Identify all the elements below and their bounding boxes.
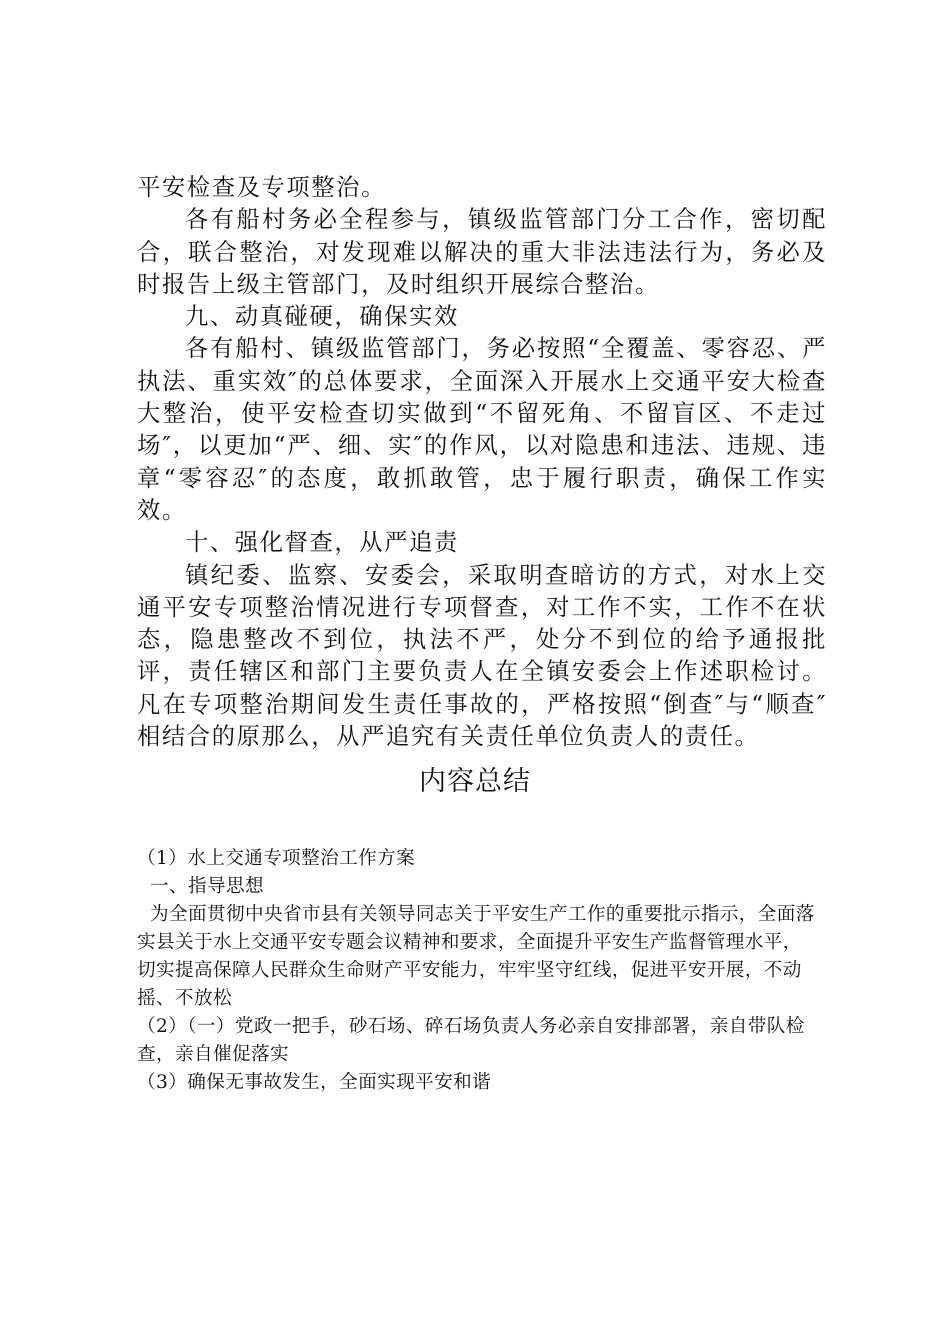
paragraph-cooperation: 各有船村务必全程参与，镇级监管部门分工合作，密切配合，联合整治，对发现难以解决的重大非法违法行为，务必及时报告上级主管部门，及时组织开展综合整治。 xyxy=(137,206,827,298)
summary-section xyxy=(137,845,817,1097)
summary-item-guiding-text: 为全面贯彻中央省市县有关领导同志关于平安生产工作的重要批示指示，全面落实县关于水上交通平安专题会议精神和要求，全面提升平安生产监督管理水平，切实提高保障人民群众生命财产平安能力，牢牢坚守红线，促进平安开展，不动摇、不放松 xyxy=(137,904,815,1009)
summary-item-1: （1）水上交通专项整治工作方案 xyxy=(137,848,416,869)
section-heading-ten: 十、强化督查，从严追责 xyxy=(185,529,459,557)
summary-heading-guiding: 一、指导思想 xyxy=(150,876,264,897)
section-heading-nine: 九、动真碰硬，确保实效 xyxy=(185,303,459,331)
summary-title: 内容总结 xyxy=(419,766,531,797)
document-body xyxy=(137,172,827,753)
paragraph-supervision: 镇纪委、监察、安委会，采取明查暗访的方式，对水上交通平安专项整治情况进行专项督查，对工作不实，工作不在状态，隐患整改不到位，执法不严，处分不到位的给予通报批评，责任辖区和部门主要负责人在全镇安委会上作述职检讨。凡在专项整治期间发生责任事故的，严格按照“倒查″与“顺查″相结合的原那么，从严追究有关责任单位负责人的责任。 xyxy=(137,561,827,751)
summary-item-2: （2）（一）党政一把手，砂石场、碎石场负责人务必亲自安排部署，亲自带队检查，亲自催促落实 xyxy=(137,1016,805,1065)
summary-item-3: （3）确保无事故发生，全面实现平安和谐 xyxy=(137,1072,492,1093)
paragraph-continuation: 平安检查及专项整治。 xyxy=(137,174,386,201)
paragraph-requirements: 各有船村、镇级监管部门，务必按照“全覆盖、零容忍、严执法、重实效″的总体要求，全面深入开展水上交通平安大检查大整治，使平安检查切实做到“不留死角、不留盲区、不走过场″，以更加“严、细、实″的作风，以对隐患和违法、违规、违章“零容忍″的态度，敢抓敢管，忠于履行职责，确保工作实效。 xyxy=(137,335,827,524)
